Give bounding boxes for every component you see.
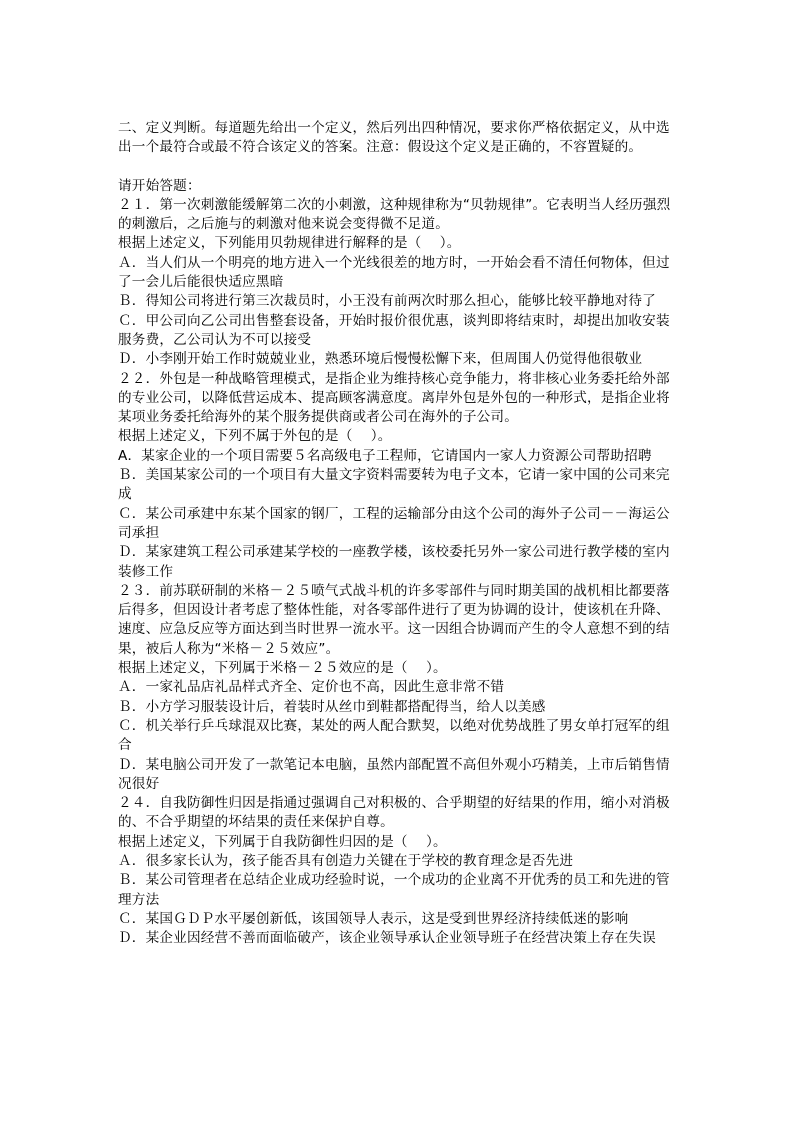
section-intro: 二、定义判断。每道题先给出一个定义，然后列出四种情况，要求你严格依据定义，从中选出一个最符合或最不符合该定义的答案。注意：假设这个定义是正确的，不容置疑的。	[118, 120, 670, 156]
option-b: Ｂ．某公司管理者在总结企业成功经验时说，一个成功的企业离不开优秀的员工和先进的管理方法	[118, 872, 670, 908]
option-b: Ｂ．小方学习服装设计后，着装时从丝巾到鞋都搭配得当，给人以美感	[118, 698, 546, 715]
document-body	[118, 119, 674, 948]
option-d: Ｄ．小李刚开始工作时兢兢业业，熟悉环境后慢慢松懈下来，但周围人仍觉得他很敬业	[118, 351, 643, 368]
option-c: Ｃ．甲公司向乙公司出售整套设备，开始时报价很优惠，谈判即将结束时，却提出加收安装服务费，乙公司认为不可以接受	[118, 312, 670, 348]
option-b: Ｂ．得知公司将进行第三次裁员时，小王没有前两次时那么担心，能够比较平静地对待了	[118, 293, 656, 310]
question-ask: 根据上述定义，下列不属于外包的是（ ）。	[118, 428, 392, 445]
question-ask: 根据上述定义，下列属于自我防御性归因的是（ ）。	[118, 833, 447, 850]
option-c: Ｃ．某国ＧＤＰ水平屡创新低，该国领导人表示，这是受到世界经济持续低迷的影响	[118, 910, 629, 927]
option-a: A．某家企业的一个项目需要５名高级电子工程师，它请国内一家人力资源公司帮助招聘	[118, 447, 652, 464]
option-c: Ｃ．某公司承建中东某个国家的钢厂，工程的运输部分由这个公司的海外子公司－－海运公司承担	[118, 505, 670, 541]
option-a: Ａ．一家礼品店礼品样式齐全、定价也不高，因此生意非常不错	[118, 679, 505, 696]
question-21	[118, 196, 674, 370]
option-a: Ａ．很多家长认为，孩子能否具有创造力关键在于学校的教育理念是否先进	[118, 852, 574, 869]
question-stem: ２１．第一次刺激能缓解第二次的小刺激，这种规律称为“贝勃规律”。它表明当人经历强烈的刺激后，之后施与的刺激对他来说会变得微不足道。	[118, 196, 671, 233]
question-ask: 根据上述定义，下列能用贝勃规律进行解释的是（ ）。	[118, 235, 461, 252]
question-stem: ２４．自我防御性归因是指通过强调自己对积极的、合乎期望的好结果的作用，缩小对消极的、不合乎期望的坏结果的责任来保护自尊。	[118, 795, 670, 831]
question-22	[118, 370, 674, 582]
spacer	[118, 158, 674, 177]
question-24	[118, 794, 674, 948]
question-stem: ２２．外包是一种战略管理模式，是指企业为维持核心竞争能力，将非核心业务委托给外部的专业公司，以降低营运成本、提高顾客满意度。离岸外包是外包的一种形式，是指企业将某项业务委托给海外的某个服务提供商或者公司在海外的子公司。	[118, 370, 670, 426]
question-stem: ２３．前苏联研制的米格－２５喷气式战斗机的许多零部件与同时期美国的战机相比都要落后得多，但因设计者考虑了整体性能，对各零部件进行了更为协调的设计，使该机在升降、速度、应急反应等方面达到当时世界一流水平。这一因组合协调而产生的令人意想不到的结果，被后人称为“米格－２５效应”。	[118, 582, 670, 657]
option-a: Ａ．当人们从一个明亮的地方进入一个光线很差的地方时，一开始会看不清任何物体，但过了一会儿后能很快适应黑暗	[118, 254, 670, 291]
option-b: Ｂ．美国某家公司的一个项目有大量文字资料需要转为电子文本，它请一家中国的公司来完成	[118, 467, 670, 503]
option-d: Ｄ．某电脑公司开发了一款笔记本电脑，虽然内部配置不高但外观小巧精美，上市后销售情况很好	[118, 756, 670, 792]
option-d: Ｄ．某企业因经营不善而面临破产，该企业领导承认企业领导班子在经营决策上存在失误	[118, 930, 656, 947]
option-d: Ｄ．某家建筑工程公司承建某学校的一座教学楼，该校委托另外一家公司进行教学楼的室内装修工作	[118, 544, 670, 580]
start-prompt: 请开始答题：	[118, 177, 201, 194]
question-ask: 根据上述定义，下列属于米格－２５效应的是（ ）。	[118, 660, 447, 677]
question-23	[118, 582, 674, 794]
option-c: Ｃ．机关举行乒乓球混双比赛，某处的两人配合默契，以绝对优势战胜了男女单打冠军的组合	[118, 717, 670, 754]
